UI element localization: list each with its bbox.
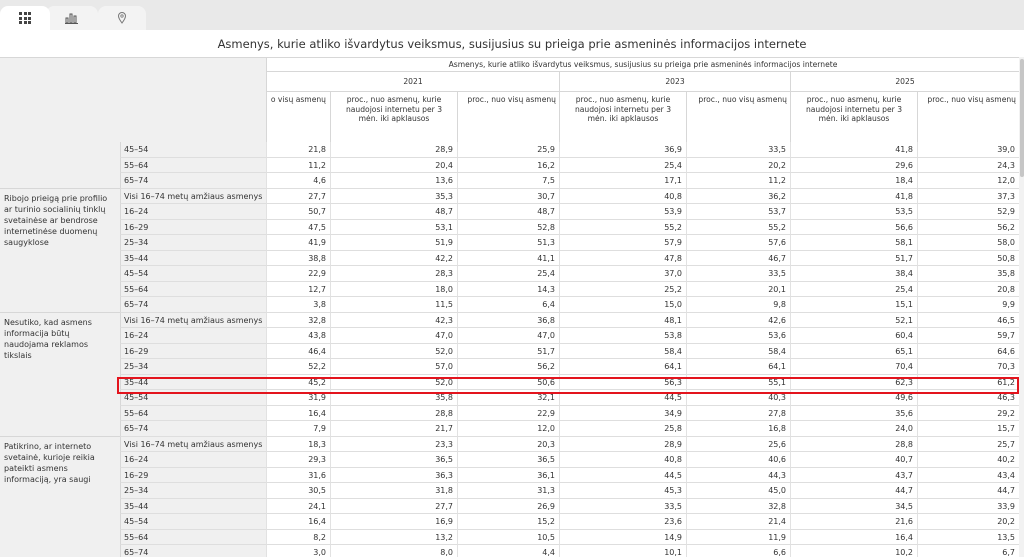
row-age-label: 16–24: [120, 328, 266, 344]
table-cell: 23,6: [559, 514, 686, 530]
table-cell: 20,3: [457, 437, 559, 453]
table-cell: 36,5: [457, 452, 559, 468]
table-cell: 14,3: [457, 282, 559, 298]
table-cell: 27,7: [266, 189, 330, 205]
table-cell: 38,8: [266, 251, 330, 267]
table-cell: 40,8: [559, 189, 686, 205]
table-cell: 20,2: [686, 158, 790, 174]
table-cell: 16,4: [790, 530, 917, 546]
table-cell: 18,0: [330, 282, 457, 298]
table-cell: 24,1: [266, 499, 330, 515]
table-cell: 34,5: [790, 499, 917, 515]
row-age-label: Visi 16–74 metų amžiaus asmenys: [120, 313, 266, 329]
table-cell: 40,8: [559, 452, 686, 468]
table-row: [0, 142, 1024, 158]
table-cell: 21,8: [266, 142, 330, 158]
table-cell: 27,7: [330, 499, 457, 515]
table-cell: 49,6: [790, 390, 917, 406]
table-cell: 28,3: [330, 266, 457, 282]
table-row: [0, 483, 1024, 499]
table-cell: 25,6: [686, 437, 790, 453]
table-cell: 45,3: [559, 483, 686, 499]
row-age-label: 55–64: [120, 158, 266, 174]
table-cell: 20,2: [917, 514, 1019, 530]
table-cell: 6,6: [686, 545, 790, 557]
table-cell: 58,0: [917, 235, 1019, 251]
row-age-label: 45–54: [120, 142, 266, 158]
table-cell: 41,8: [790, 142, 917, 158]
group-label: Ribojo prieigą prie profilio ar turinio socialinių tinklų svetainėse ar bendrose internetinėse duomenų saugyklose: [0, 189, 120, 313]
table-cell: 41,1: [457, 251, 559, 267]
table-cell: 40,2: [917, 452, 1019, 468]
table-cell: 12,0: [457, 421, 559, 437]
header-col-all: proc., nuo visų asmenų: [686, 92, 790, 142]
row-age-label: 25–34: [120, 359, 266, 375]
table-cell: 31,6: [266, 468, 330, 484]
table-cell: 41,9: [266, 235, 330, 251]
table-cell: 52,2: [266, 359, 330, 375]
table-cell: 10,5: [457, 530, 559, 546]
table-cell: 34,9: [559, 406, 686, 422]
table-row: [0, 313, 1024, 329]
table-cell: 48,7: [330, 204, 457, 220]
row-age-label: 25–34: [120, 235, 266, 251]
table-cell: 25,9: [457, 142, 559, 158]
table-row: [0, 530, 1024, 546]
table-cell: 44,5: [559, 390, 686, 406]
row-age-label: 55–64: [120, 282, 266, 298]
table-cell: 47,5: [266, 220, 330, 236]
table-row: [0, 158, 1024, 174]
table-cell: 4,6: [266, 173, 330, 189]
table-cell: 40,7: [790, 452, 917, 468]
table-cell: 25,2: [559, 282, 686, 298]
row-age-label: 65–74: [120, 297, 266, 313]
table-cell: 44,5: [559, 468, 686, 484]
row-age-label: 65–74: [120, 421, 266, 437]
table-cell: 13,5: [917, 530, 1019, 546]
table-cell: 20,4: [330, 158, 457, 174]
table-cell: 26,9: [457, 499, 559, 515]
header-col-all: proc., nuo visų asmenų: [457, 92, 559, 142]
table-row: [0, 189, 1024, 205]
table-cell: 23,3: [330, 437, 457, 453]
table-cell: 12,7: [266, 282, 330, 298]
table-cell: 47,0: [457, 328, 559, 344]
table-cell: 8,2: [266, 530, 330, 546]
corner-panel: [120, 58, 266, 142]
table-cell: 21,4: [686, 514, 790, 530]
table-cell: 4,4: [457, 545, 559, 557]
table-cell: 56,3: [559, 375, 686, 391]
row-age-label: 16–24: [120, 204, 266, 220]
table-cell: 35,8: [330, 390, 457, 406]
row-age-label: 65–74: [120, 173, 266, 189]
table-cell: 33,5: [686, 266, 790, 282]
table-cell: 61,2: [917, 375, 1019, 391]
table-cell: 39,0: [917, 142, 1019, 158]
row-age-label: 55–64: [120, 406, 266, 422]
table-cell: 36,3: [330, 468, 457, 484]
table-row: [0, 437, 1024, 453]
table-cell: 53,8: [559, 328, 686, 344]
table-cell: 46,3: [917, 390, 1019, 406]
table-cell: 20,1: [686, 282, 790, 298]
row-age-label: Visi 16–74 metų amžiaus asmenys: [120, 437, 266, 453]
scrollbar-thumb[interactable]: [1020, 59, 1024, 177]
table-cell: 37,0: [559, 266, 686, 282]
table-cell: 8,0: [330, 545, 457, 557]
table-cell: 3,8: [266, 297, 330, 313]
table-cell: 53,6: [686, 328, 790, 344]
table-cell: 42,2: [330, 251, 457, 267]
table-cell: 53,1: [330, 220, 457, 236]
table-row: [0, 220, 1024, 236]
table-row: [0, 266, 1024, 282]
tab-chart[interactable]: [46, 6, 98, 30]
table-row: [0, 514, 1024, 530]
table-cell: 33,5: [559, 499, 686, 515]
table-cell: 25,4: [457, 266, 559, 282]
table-cell: 31,9: [266, 390, 330, 406]
table-cell: 29,2: [917, 406, 1019, 422]
table-cell: 22,9: [266, 266, 330, 282]
table-cell: 32,1: [457, 390, 559, 406]
table-cell: 29,6: [790, 158, 917, 174]
table-row: [0, 282, 1024, 298]
header-col-internet: proc., nuo asmenų, kurie naudojosi internetu per 3 mėn. iki apklausos: [790, 92, 917, 142]
table-cell: 53,9: [559, 204, 686, 220]
table-cell: 7,5: [457, 173, 559, 189]
table-cell: 15,2: [457, 514, 559, 530]
row-age-label: 16–24: [120, 452, 266, 468]
bar-chart-icon: [65, 12, 79, 24]
table-cell: 6,4: [457, 297, 559, 313]
row-age-label: 45–54: [120, 514, 266, 530]
table-cell: 52,9: [917, 204, 1019, 220]
table-cell: 30,5: [266, 483, 330, 499]
grid-icon: [19, 12, 31, 24]
row-age-label: 45–54: [120, 266, 266, 282]
table-cell: 17,1: [559, 173, 686, 189]
table-cell: 43,8: [266, 328, 330, 344]
row-age-label: 16–29: [120, 220, 266, 236]
table-cell: 28,8: [790, 437, 917, 453]
table-cell: 52,0: [330, 344, 457, 360]
row-age-label: Visi 16–74 metų amžiaus asmenys: [120, 189, 266, 205]
table-row: [0, 204, 1024, 220]
table-cell: 45,2: [266, 375, 330, 391]
table-cell: 55,1: [686, 375, 790, 391]
table-cell: 48,1: [559, 313, 686, 329]
table-row: [0, 406, 1024, 422]
table-cell: 25,8: [559, 421, 686, 437]
table-cell: 38,4: [790, 266, 917, 282]
table-cell: 55,2: [686, 220, 790, 236]
table-cell: 56,2: [917, 220, 1019, 236]
table-cell: 40,6: [686, 452, 790, 468]
table-cell: 51,3: [457, 235, 559, 251]
table-cell: 37,3: [917, 189, 1019, 205]
table-row: [0, 545, 1024, 557]
table-cell: 52,8: [457, 220, 559, 236]
table-cell: 9,9: [917, 297, 1019, 313]
row-age-label: 35–44: [120, 251, 266, 267]
table-cell: 53,5: [790, 204, 917, 220]
table-row: [0, 251, 1024, 267]
table-cell: 65,1: [790, 344, 917, 360]
table-cell: 58,4: [559, 344, 686, 360]
table-cell: 22,9: [457, 406, 559, 422]
table-cell: 21,7: [330, 421, 457, 437]
row-age-label: 16–29: [120, 468, 266, 484]
table-cell: 32,8: [266, 313, 330, 329]
table-cell: 41,8: [790, 189, 917, 205]
table-cell: 33,5: [686, 142, 790, 158]
header-col-all: proc., nuo visų asmenų: [917, 92, 1019, 142]
table-cell: 16,9: [330, 514, 457, 530]
table-cell: 12,0: [917, 173, 1019, 189]
table-cell: 55,2: [559, 220, 686, 236]
table-row: [0, 452, 1024, 468]
table-cell: 36,1: [457, 468, 559, 484]
table-cell: 51,7: [790, 251, 917, 267]
table-cell: 10,2: [790, 545, 917, 557]
table-cell: 27,8: [686, 406, 790, 422]
table-cell: 15,7: [917, 421, 1019, 437]
table-cell: 11,5: [330, 297, 457, 313]
table-cell: 47,0: [330, 328, 457, 344]
tab-table[interactable]: [0, 6, 50, 30]
table-cell: 31,3: [457, 483, 559, 499]
table-cell: 16,4: [266, 406, 330, 422]
table-cell: 29,3: [266, 452, 330, 468]
table-cell: 14,9: [559, 530, 686, 546]
table-cell: 36,2: [686, 189, 790, 205]
table-cell: 50,8: [917, 251, 1019, 267]
table-row: [0, 359, 1024, 375]
header-year-2021: 2021: [266, 72, 559, 92]
table-row: [0, 297, 1024, 313]
table-row: [0, 344, 1024, 360]
table-cell: 50,6: [457, 375, 559, 391]
table-cell: 36,9: [559, 142, 686, 158]
table-cell: 56,6: [790, 220, 917, 236]
row-age-label: 16–29: [120, 344, 266, 360]
row-age-label: 65–74: [120, 545, 266, 557]
table-cell: 50,7: [266, 204, 330, 220]
table-row: [0, 421, 1024, 437]
header-col-all: o visų asmenų: [266, 92, 330, 142]
table-cell: 28,9: [330, 142, 457, 158]
table-cell: 43,4: [917, 468, 1019, 484]
table-cell: 31,8: [330, 483, 457, 499]
table-cell: 57,6: [686, 235, 790, 251]
table-cell: 45,0: [686, 483, 790, 499]
table-cell: 64,1: [559, 359, 686, 375]
group-label: Patikrino, ar interneto svetainė, kurioje reikia pateikti asmens informaciją, yra saugi: [0, 437, 120, 557]
table-cell: 13,6: [330, 173, 457, 189]
table-cell: 13,2: [330, 530, 457, 546]
table-cell: 64,6: [917, 344, 1019, 360]
header-col-internet: proc., nuo asmenų, kurie naudojosi internetu per 3 mėn. iki apklausos: [559, 92, 686, 142]
table-cell: 42,3: [330, 313, 457, 329]
table-cell: 35,8: [917, 266, 1019, 282]
table-cell: 52,1: [790, 313, 917, 329]
row-age-label: 25–34: [120, 483, 266, 499]
header-year-2023: 2023: [559, 72, 790, 92]
table-cell: 46,5: [917, 313, 1019, 329]
table-cell: 35,6: [790, 406, 917, 422]
table-cell: 42,6: [686, 313, 790, 329]
table-cell: 18,3: [266, 437, 330, 453]
table-cell: 25,4: [790, 282, 917, 298]
table-cell: 51,7: [457, 344, 559, 360]
table-cell: 40,3: [686, 390, 790, 406]
table-cell: 48,7: [457, 204, 559, 220]
table-cell: 33,9: [917, 499, 1019, 515]
table-cell: 36,5: [330, 452, 457, 468]
highlighted-row-outline: [117, 377, 1019, 394]
table-cell: 60,4: [790, 328, 917, 344]
table-cell: 36,8: [457, 313, 559, 329]
table-cell: 52,0: [330, 375, 457, 391]
table-cell: 58,1: [790, 235, 917, 251]
row-age-label: 35–44: [120, 375, 266, 391]
table-cell: 3,0: [266, 545, 330, 557]
tab-map[interactable]: [98, 6, 146, 30]
table-cell: 28,8: [330, 406, 457, 422]
table-cell: 56,2: [457, 359, 559, 375]
table-cell: 7,9: [266, 421, 330, 437]
table-cell: 58,4: [686, 344, 790, 360]
header-col-internet: proc., nuo asmenų, kurie naudojosi internetu per 3 mėn. iki apklausos: [330, 92, 457, 142]
table-cell: 16,2: [457, 158, 559, 174]
table-cell: 15,1: [790, 297, 917, 313]
table-cell: 24,3: [917, 158, 1019, 174]
vertical-scrollbar[interactable]: [1019, 57, 1024, 557]
table-cell: 62,3: [790, 375, 917, 391]
group-label: Nesutiko, kad asmens informacija būtų naudojama reklamos tikslais: [0, 313, 120, 437]
table-cell: 44,3: [686, 468, 790, 484]
row-age-label: 55–64: [120, 530, 266, 546]
page-title: Asmenys, kurie atliko išvardytus veiksmus, susijusius su prieiga prie asmeninės informacijos internete: [217, 37, 807, 51]
table-cell: 11,2: [686, 173, 790, 189]
table-cell: 16,8: [686, 421, 790, 437]
table-cell: 46,4: [266, 344, 330, 360]
table-cell: 44,7: [790, 483, 917, 499]
table-cell: 10,1: [559, 545, 686, 557]
row-age-label: 45–54: [120, 390, 266, 406]
table-row: [0, 173, 1024, 189]
table-cell: 25,4: [559, 158, 686, 174]
table-row: [0, 468, 1024, 484]
table-cell: 11,9: [686, 530, 790, 546]
row-age-label: 35–44: [120, 499, 266, 515]
table-cell: 11,2: [266, 158, 330, 174]
table-row: [0, 499, 1024, 515]
table-cell: 16,4: [266, 514, 330, 530]
table-cell: 57,9: [559, 235, 686, 251]
table-cell: 46,7: [686, 251, 790, 267]
table-cell: 35,3: [330, 189, 457, 205]
table-cell: 51,9: [330, 235, 457, 251]
table-cell: 24,0: [790, 421, 917, 437]
table-cell: 20,8: [917, 282, 1019, 298]
data-table: [0, 57, 1024, 557]
tab-bar: [0, 0, 1024, 30]
table-cell: 25,7: [917, 437, 1019, 453]
table-cell: 57,0: [330, 359, 457, 375]
table-cell: 15,0: [559, 297, 686, 313]
map-pin-icon: [117, 12, 127, 24]
table-cell: 44,7: [917, 483, 1019, 499]
header-group-label: Asmenys, kurie atliko išvardytus veiksmus, susijusius su prieiga prie asmeninės informacijos internete: [266, 58, 1019, 72]
table-cell: 28,9: [559, 437, 686, 453]
table-cell: 70,3: [917, 359, 1019, 375]
table-cell: 9,8: [686, 297, 790, 313]
table-cell: 30,7: [457, 189, 559, 205]
table-cell: 21,6: [790, 514, 917, 530]
table-cell: 47,8: [559, 251, 686, 267]
table-row: [0, 328, 1024, 344]
table-cell: 70,4: [790, 359, 917, 375]
table-row: [0, 235, 1024, 251]
table-cell: 59,7: [917, 328, 1019, 344]
table-cell: 32,8: [686, 499, 790, 515]
table-cell: 18,4: [790, 173, 917, 189]
header-year-2025: 2025: [790, 72, 1019, 92]
table-cell: 64,1: [686, 359, 790, 375]
table-cell: 6,7: [917, 545, 1019, 557]
table-cell: 43,7: [790, 468, 917, 484]
table-cell: 53,7: [686, 204, 790, 220]
